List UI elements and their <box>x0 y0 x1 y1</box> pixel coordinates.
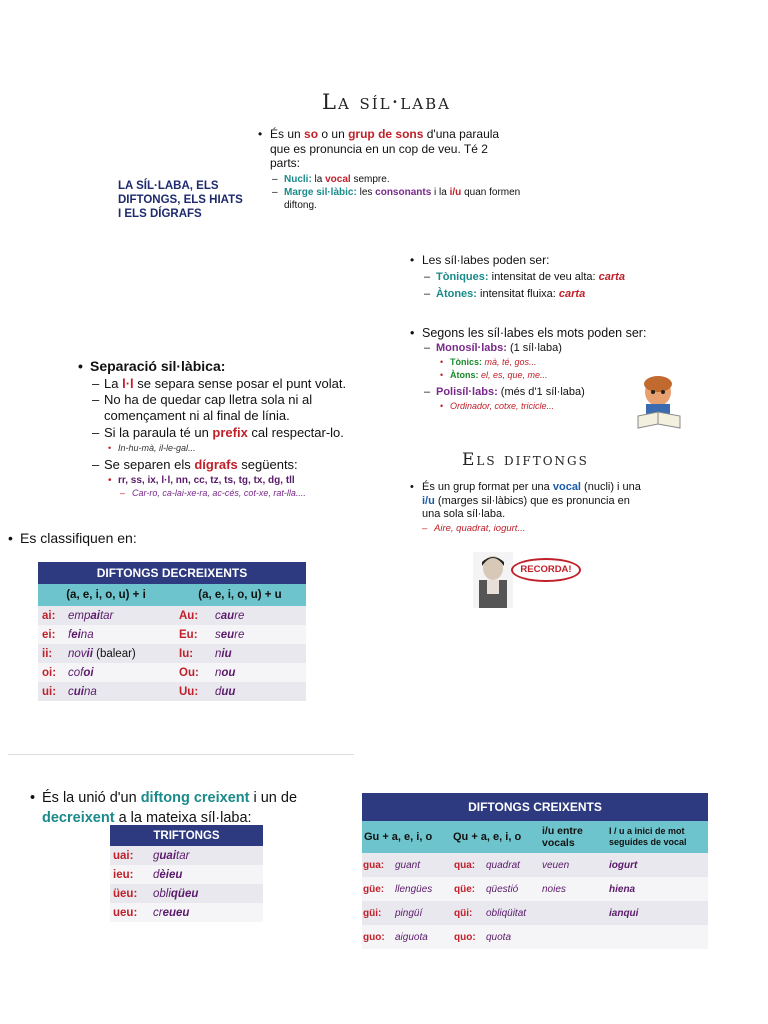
text: qüeu <box>170 887 199 900</box>
key: ueu: <box>113 906 138 919</box>
diphthong-bullet <box>410 481 645 522</box>
table-row <box>110 865 263 884</box>
key: uai: <box>113 849 134 862</box>
text: És un grup format per una <box>422 481 553 493</box>
text: És la unió d'un <box>42 790 141 806</box>
text: Es classifiquen en: <box>20 530 137 546</box>
digrafs-list <box>108 474 378 487</box>
text: d <box>215 685 222 698</box>
key: Ou: <box>179 666 199 679</box>
example: noies <box>542 883 566 895</box>
example <box>215 686 235 698</box>
column-header: Qu + a, e, i, o <box>453 831 522 843</box>
table-row <box>362 901 708 925</box>
text: oi <box>83 666 94 679</box>
reading-child-illustration <box>636 372 682 432</box>
triphthongs-table <box>110 825 263 922</box>
table-cell <box>152 846 263 865</box>
subtitle-line: I ELS DÍGRAFS <box>118 208 202 220</box>
atons-label: Àtons: <box>450 370 479 380</box>
prefix-example <box>108 442 378 455</box>
text: i un de <box>249 790 298 806</box>
example <box>68 629 94 641</box>
example: guant <box>395 859 421 871</box>
text: quan formen diftong. <box>284 186 521 211</box>
text: No ha de quedar cap lletra sola ni al començament ni al final de línia. <box>104 392 313 423</box>
text: següents: <box>237 457 298 472</box>
atones-item <box>424 286 710 303</box>
example: In-hu-mà, il-le-gal... <box>118 443 196 453</box>
example: quota <box>486 931 512 943</box>
text: uai <box>159 849 177 862</box>
syllable-types <box>410 252 710 303</box>
text: eu <box>220 628 235 641</box>
keyword-iu: i/u <box>449 186 462 198</box>
text: La <box>104 376 123 391</box>
text: emp <box>68 609 91 622</box>
table-cell <box>152 884 263 903</box>
table-row <box>110 903 263 922</box>
example: carta <box>598 271 625 283</box>
text: n <box>215 666 222 679</box>
text: Si la paraula té un <box>104 425 213 440</box>
tonics-label: Tònics: <box>450 357 483 367</box>
text: ei <box>71 628 81 641</box>
table-cell <box>449 925 540 949</box>
child-icon <box>636 372 682 432</box>
example: iogurt <box>609 859 638 871</box>
table-cell <box>38 682 174 701</box>
text: ai <box>90 609 100 622</box>
table-cell <box>449 901 540 925</box>
text: Separació sil·làbica: <box>90 358 226 374</box>
key: Au: <box>179 609 199 622</box>
table-title: DIFTONGS DECREIXENTS <box>96 566 248 580</box>
table-cell <box>174 663 306 682</box>
text: d <box>153 868 160 881</box>
key: gua: <box>363 859 385 871</box>
key: guo: <box>363 931 385 943</box>
text: se separa sense posar el punt volat. <box>133 376 347 391</box>
example <box>605 925 708 949</box>
example: Aire, quadrat, iogurt... <box>434 522 526 534</box>
recorda-illustration <box>473 552 585 608</box>
text: au <box>220 609 235 622</box>
key: ei: <box>42 628 56 641</box>
table-row <box>110 846 263 865</box>
example <box>68 648 136 660</box>
key: güe: <box>363 883 385 895</box>
atones-label: Àtones: <box>436 288 477 300</box>
example: obliqüitat <box>486 907 527 919</box>
key: Uu: <box>179 685 199 698</box>
example <box>68 610 113 622</box>
text: a la mateixa síl·laba: <box>114 810 252 826</box>
recorda-label: RECORDA! <box>520 564 572 575</box>
key: ieu: <box>113 868 134 881</box>
text: na <box>80 628 94 641</box>
column-header: I / u a inici de mot seguides de vocal <box>609 826 687 847</box>
text: c <box>68 685 74 698</box>
example <box>68 667 94 679</box>
key: quo: <box>454 931 476 943</box>
table-cell <box>174 682 306 701</box>
diphthongs-title: Els diftongs <box>462 450 589 470</box>
page-title: La síl·laba <box>322 90 451 114</box>
text: g <box>153 849 160 862</box>
text: eueu <box>162 906 190 919</box>
classification-intro <box>8 529 768 547</box>
table-cell <box>362 877 449 901</box>
text: uu <box>221 685 236 698</box>
text: s <box>215 628 221 641</box>
text: Se separen els <box>104 457 195 472</box>
table-cell <box>38 606 174 625</box>
separation-title <box>78 357 378 375</box>
example <box>68 686 97 698</box>
marge-item <box>272 186 534 212</box>
table-cell <box>362 901 449 925</box>
slide-subtitle <box>118 179 278 221</box>
toniques-item <box>424 269 710 286</box>
text: c <box>215 609 221 622</box>
types-bullet: • Les síl·labes poden ser: <box>410 252 710 269</box>
example: Car-ro, ca-lai-xe-ra, ac-cés, cot-xe, rat-lla.... <box>132 488 306 498</box>
example: aiguota <box>395 931 428 943</box>
separation-item <box>92 392 374 424</box>
subtitle-line: LA SÍL·LABA, ELS <box>118 180 219 192</box>
key: güi: <box>363 907 382 919</box>
text: nov <box>68 647 87 660</box>
text: tar <box>99 609 114 622</box>
text: (marges sil·làbics) que es pronuncia en una sola síl·laba. <box>422 494 630 520</box>
nucli-item <box>272 173 513 186</box>
text: sempre. <box>350 173 390 185</box>
example <box>215 610 244 622</box>
text: re <box>234 609 245 622</box>
key: ai: <box>42 609 56 622</box>
text: d'una paraula que es pronuncia en un cop de veu. Té 2 parts: <box>270 127 500 170</box>
text: (1 síl·laba) <box>506 342 562 354</box>
table-row <box>38 644 306 663</box>
increasing-diphthongs-table <box>362 793 708 949</box>
text: na <box>83 685 97 698</box>
text: f <box>68 628 72 641</box>
table-title: DIFTONGS CREIXENTS <box>468 800 602 814</box>
text: cof <box>68 666 84 679</box>
text: ii <box>86 647 93 660</box>
table-cell <box>449 853 540 877</box>
separation-item <box>92 424 378 442</box>
key: Eu: <box>179 628 198 641</box>
table-cell <box>174 606 306 625</box>
table-row <box>110 884 263 903</box>
nucli-label: Nucli: <box>284 173 312 185</box>
keyword-digrafs: dígrafs <box>194 457 238 472</box>
table-cell <box>362 925 449 949</box>
example <box>215 629 244 641</box>
text: i la <box>431 186 450 198</box>
key: oi: <box>42 666 57 679</box>
text: (nucli) i una <box>581 481 641 493</box>
keyword-prefix: prefix <box>212 425 248 440</box>
keyword-iu: i/u <box>422 494 435 507</box>
text: les <box>356 186 376 198</box>
key: ii: <box>42 647 53 660</box>
table-title: TRIFTONGS <box>153 829 220 842</box>
marge-label: Marge sil·làbic: <box>284 186 357 198</box>
diphthong-definition <box>410 481 645 535</box>
table-cell <box>38 663 174 682</box>
decreasing-diphthongs-table <box>38 562 306 701</box>
table-cell <box>152 903 263 922</box>
example: carta <box>558 288 586 300</box>
keyword-decreixent: decreixent <box>42 810 115 826</box>
column-header: i/u entre vocals <box>542 825 583 849</box>
keyword-grup: grup de sons <box>348 127 424 141</box>
recorda-badge <box>511 558 581 582</box>
table-row <box>362 853 708 877</box>
table-cell <box>38 625 174 644</box>
syllable-definition <box>258 127 521 212</box>
table-row <box>362 925 708 949</box>
text: iu <box>221 647 232 660</box>
table-cell <box>362 853 449 877</box>
text: rr, ss, ix, l·l, nn, cc, tz, ts, tg, tx, dg, tll <box>118 475 295 486</box>
word-types-bullet: • Segons les síl·labes els mots poden ser: <box>410 325 710 341</box>
digrafs-example <box>120 487 378 500</box>
separation-item <box>92 455 378 474</box>
column-header: Gu + a, e, i, o <box>364 831 433 843</box>
text: la <box>311 173 326 185</box>
text: èieu <box>159 868 183 881</box>
text: re <box>234 628 245 641</box>
example: mà, té, gos... <box>482 357 537 367</box>
table-cell <box>449 877 540 901</box>
table-cell <box>152 865 263 884</box>
table-cell <box>174 625 306 644</box>
poli-label: Polisíl·labs: <box>436 386 498 398</box>
separation-item <box>92 375 378 392</box>
text: És un <box>270 127 305 141</box>
text: (més d'1 síl·laba) <box>497 386 585 398</box>
syllabic-separation <box>78 357 378 500</box>
tonics-item <box>440 356 710 369</box>
example <box>540 925 605 949</box>
text: cal respectar-lo. <box>247 425 344 440</box>
mono-label: Monosíl·labs: <box>436 342 507 354</box>
table-cell <box>38 644 174 663</box>
text: intensitat fluixa: <box>476 288 559 300</box>
keyword-so: so <box>304 127 319 141</box>
text: o un <box>318 127 349 141</box>
text: cr <box>153 906 163 919</box>
text: ou <box>221 666 236 679</box>
key: Iu: <box>179 647 194 660</box>
keyword-vocal: vocal <box>552 481 581 493</box>
text: n <box>215 647 222 660</box>
example: hiena <box>609 883 636 895</box>
example: el, es, que, me... <box>478 370 548 380</box>
column-header: (a, e, i, o, u) + i <box>66 589 146 601</box>
keyword-vocal: vocal <box>325 173 351 185</box>
table-cell <box>174 644 306 663</box>
keyword-consonants: consonants <box>375 186 432 198</box>
example: llengües <box>395 883 433 895</box>
key: üeu: <box>113 887 138 900</box>
definition-bullet <box>258 127 513 171</box>
example: qüestió <box>486 883 519 895</box>
example: veuen <box>542 859 570 871</box>
example: pingüí <box>395 907 423 919</box>
table-row <box>38 682 306 701</box>
table-row <box>38 625 306 644</box>
mono-item <box>424 341 710 356</box>
table-row <box>362 877 708 901</box>
example: ianqui <box>609 907 639 919</box>
text: tar <box>176 849 190 862</box>
column-header: (a, e, i, o, u) + u <box>198 589 282 601</box>
subtitle-line: DIFTONGS, ELS HIATS <box>118 194 243 206</box>
example <box>215 667 235 679</box>
triphthong-intro <box>30 788 362 828</box>
keyword-ll: l·l <box>122 376 134 391</box>
text: ui <box>73 685 84 698</box>
key: qüi: <box>454 907 473 919</box>
table-row <box>38 663 306 682</box>
keyword-creixent: diftong creixent <box>140 790 250 806</box>
table-row <box>38 606 306 625</box>
section-divider <box>8 754 354 755</box>
example <box>215 648 232 660</box>
text: intensitat de veu alta: <box>488 271 599 283</box>
toniques-label: Tòniques: <box>436 271 489 283</box>
text: obli <box>153 887 171 900</box>
example: Ordinador, cotxe, tricicle... <box>450 401 555 411</box>
woman-thinking-icon <box>473 552 513 608</box>
key: qua: <box>454 859 476 871</box>
example: quadrat <box>486 859 520 871</box>
example <box>540 901 605 925</box>
key: ui: <box>42 685 57 698</box>
key: qüe: <box>454 883 476 895</box>
text: (balear) <box>92 647 136 660</box>
